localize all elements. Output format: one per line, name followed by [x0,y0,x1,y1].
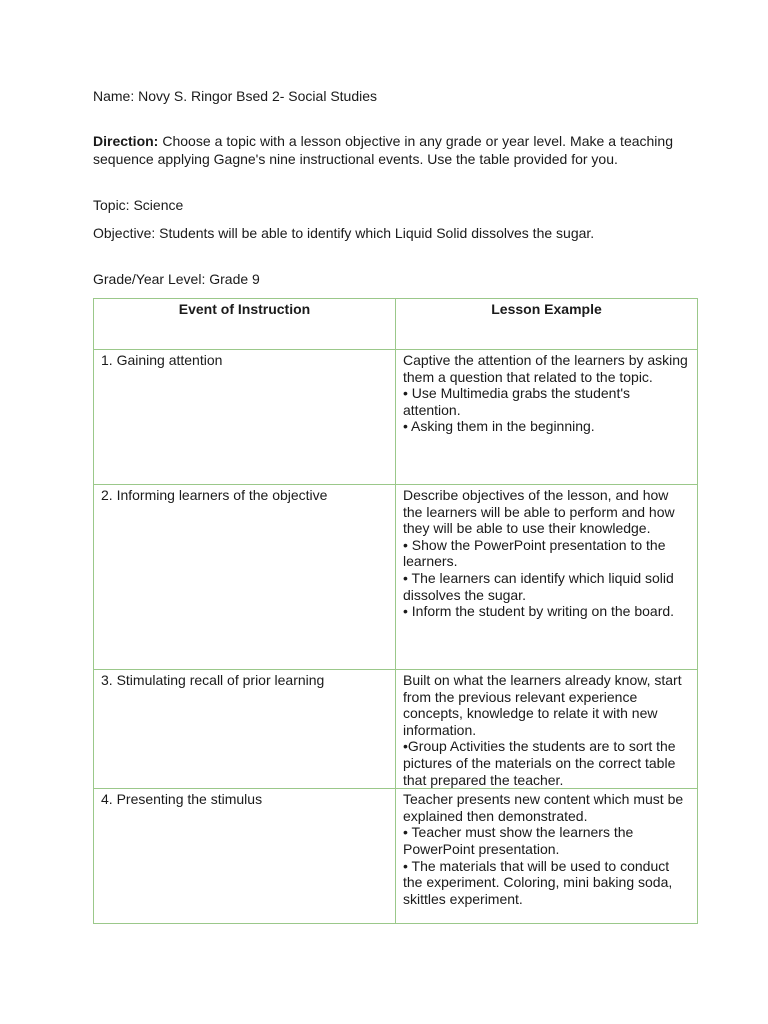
event-cell: 1. Gaining attention [94,350,396,485]
lesson-bullet: • The learners can identify which liquid solid dissolves the sugar. [403,569,674,603]
event-cell: 4. Presenting the stimulus [94,789,396,924]
lesson-bullet: • The materials that will be used to conduct the experiment. Coloring, mini baking soda, skittles experiment. [403,857,673,907]
lesson-bullet: • Use Multimedia grabs the student's attention. [403,385,631,418]
topic-line: Topic: Science [93,197,184,213]
objective-line: Objective: Students will be able to identify which Liquid Solid dissolves the sugar. [93,225,595,241]
table-row [94,350,698,485]
lesson-example-cell [396,485,698,670]
lesson-bullet: • Inform the student by writing on the board. [403,603,675,620]
lesson-description: Captive the attention of the learners by asking them a question that related to the topic. [403,352,688,385]
table-row [94,789,698,924]
instruction-events-table [93,298,698,924]
table-row [94,670,698,789]
lesson-description: Teacher presents new content which must be explained then demonstrated. [403,791,684,824]
student-name-line: Name: Novy S. Ringor Bsed 2- Social Studies [93,88,378,104]
lesson-example-cell [396,789,698,924]
lesson-description: Built on what the learners already know, start from the previous relevant experience concepts, knowledge to relate it with new information. [403,672,682,738]
lesson-bullet: •Group Activities the students are to sort the pictures of the materials on the correct table that prepared the teacher. [403,738,676,788]
event-cell: 3. Stimulating recall of prior learning [94,670,396,789]
lesson-bullet: • Show the PowerPoint presentation to the learners. [403,536,666,570]
table-row [94,485,698,670]
header-lesson-example: Lesson Example [396,299,698,350]
lesson-example-cell [396,670,698,789]
lesson-bullet: • Asking them in the beginning. [403,418,595,435]
direction-paragraph [93,133,673,168]
table-header-row [94,299,698,350]
direction-text: Choose a topic with a lesson objective in any grade or year level. Make a teaching sequence applying Gagne's nine instructional events. Use the table provided for you. [93,133,673,167]
grade-level-line: Grade/Year Level: Grade 9 [93,271,260,287]
direction-label: Direction: [93,133,159,149]
lesson-description: Describe objectives of the lesson, and how the learners will be able to perform and how they will be able to use their knowledge. [403,487,675,537]
lesson-bullet: • Teacher must show the learners the PowerPoint presentation. [403,824,634,857]
event-cell: 2. Informing learners of the objective [94,485,396,670]
lesson-example-cell [396,350,698,485]
header-event-of-instruction: Event of Instruction [94,299,396,350]
